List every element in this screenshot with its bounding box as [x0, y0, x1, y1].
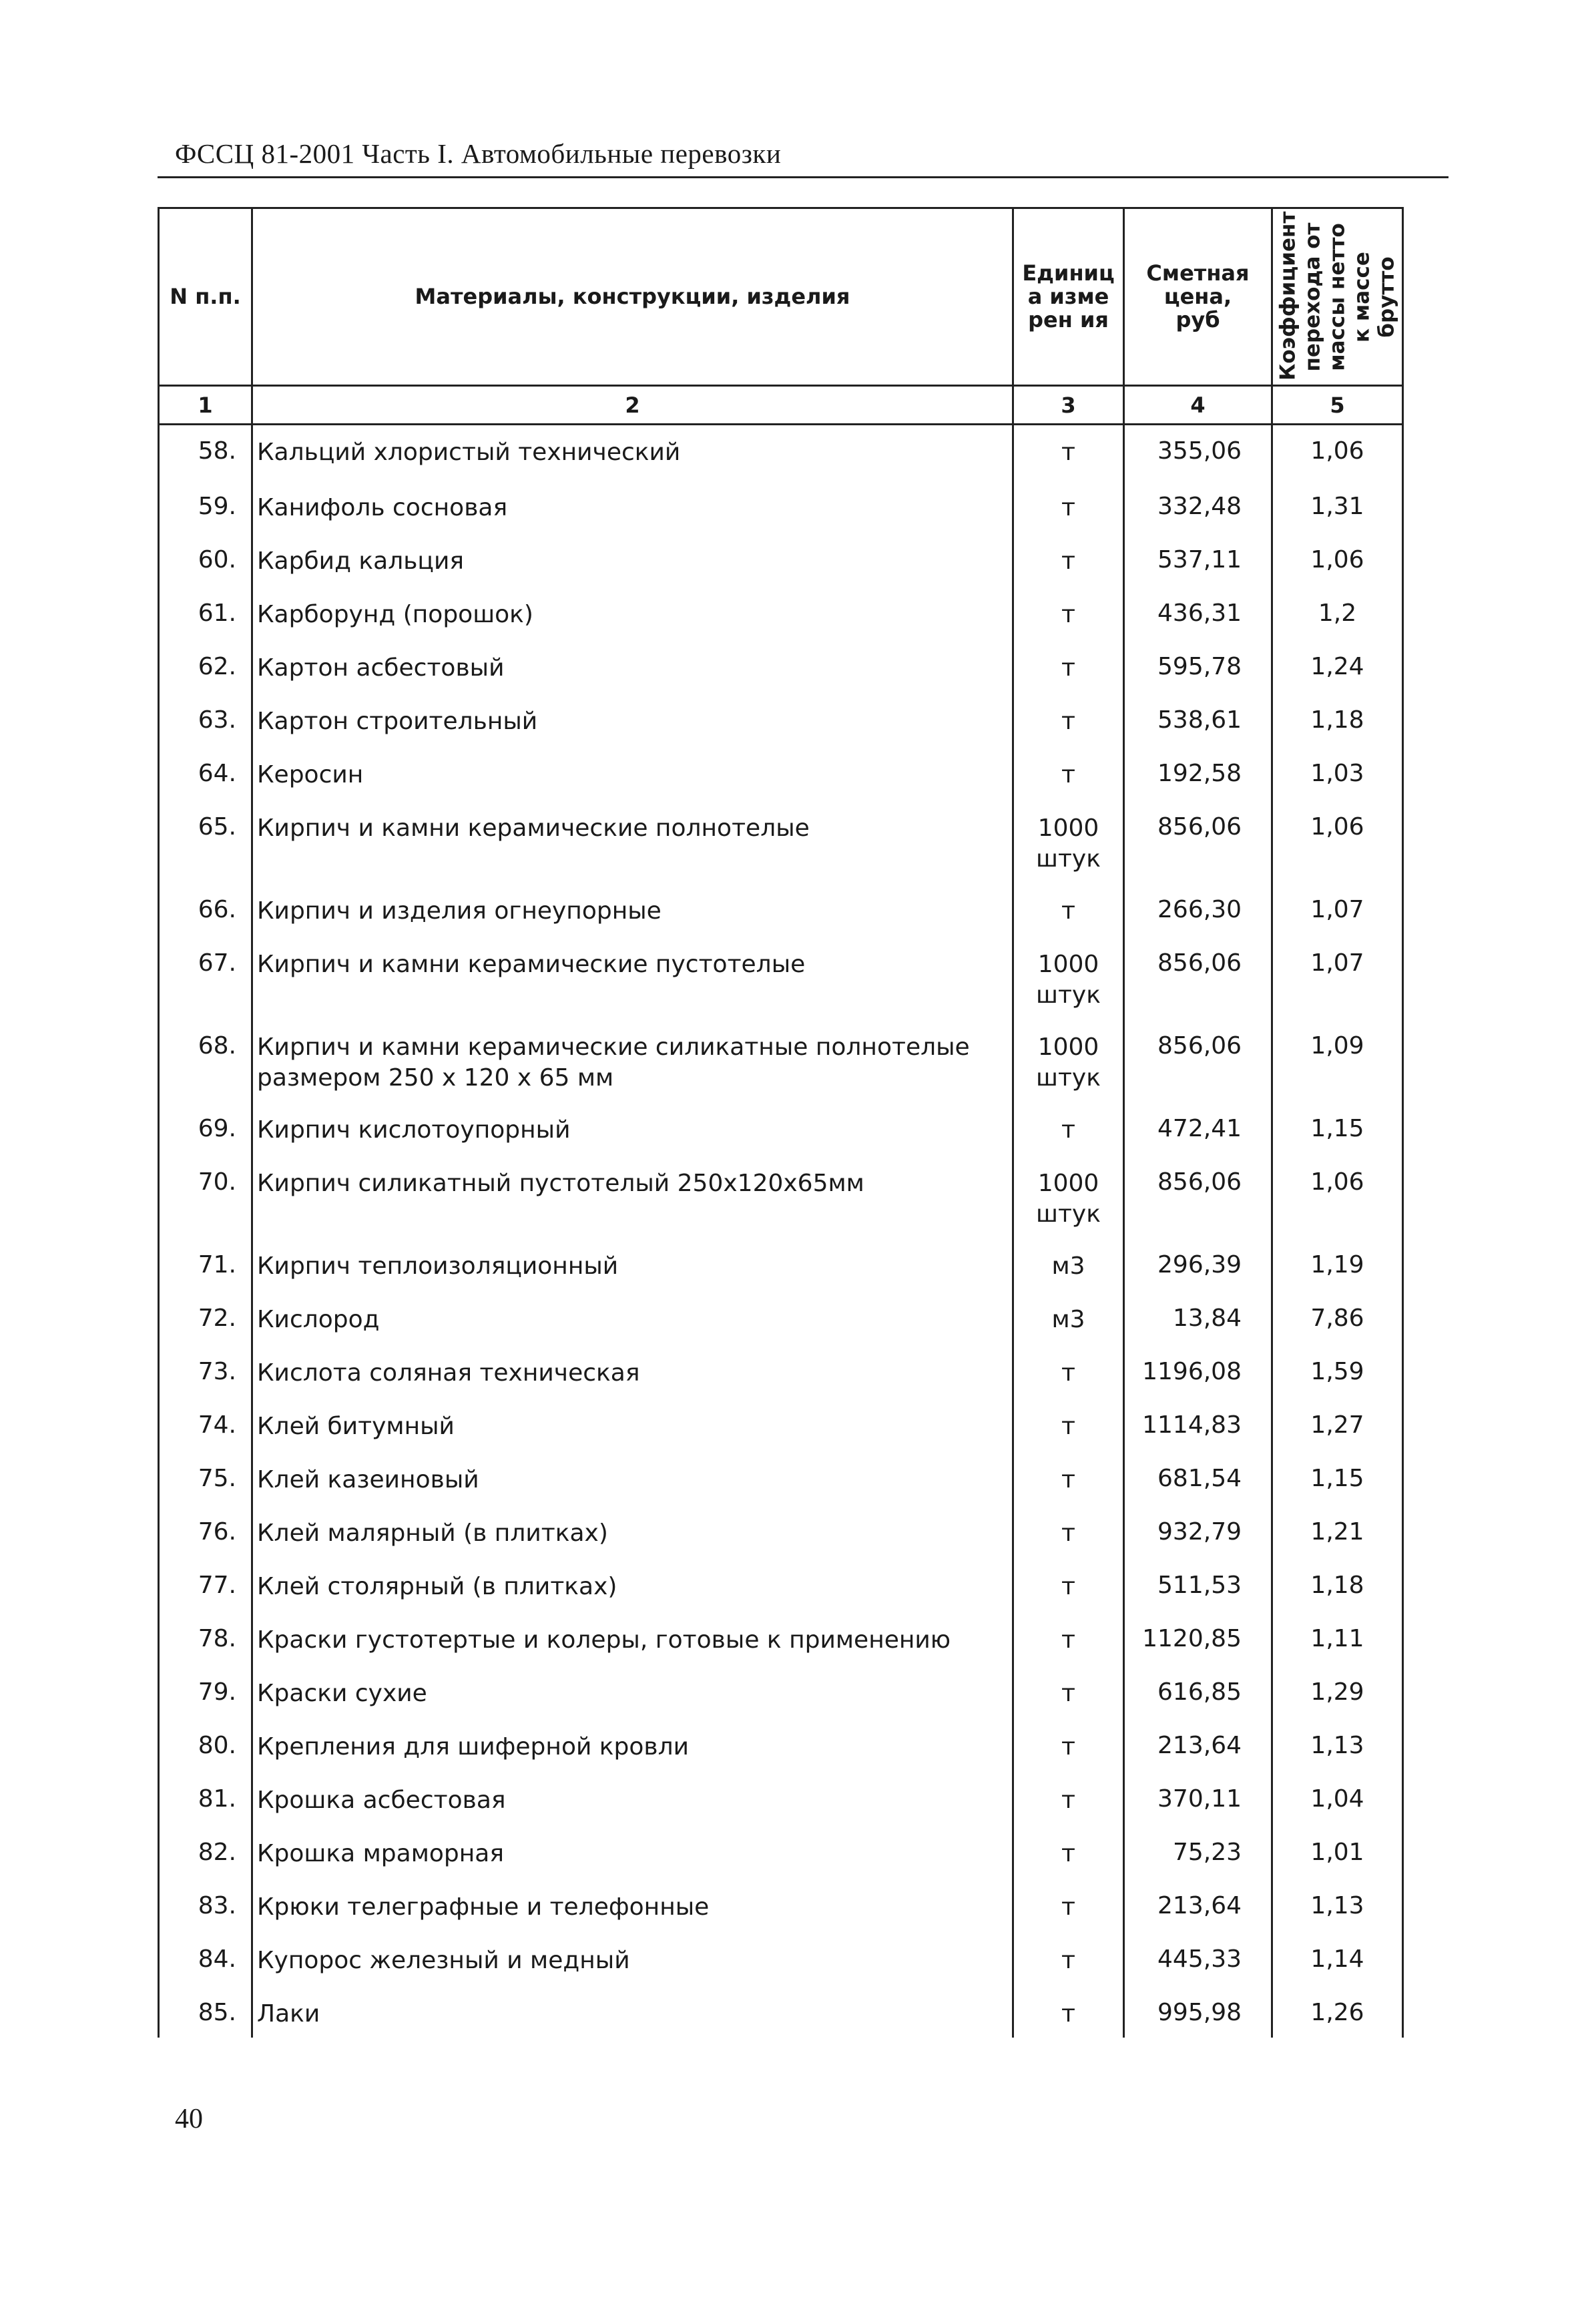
row-coefficient: 1,31 — [1272, 478, 1403, 531]
column-number: 1 — [159, 386, 252, 425]
table-row — [159, 585, 1403, 638]
row-unit: т — [1013, 1984, 1124, 2038]
row-unit: т — [1013, 638, 1124, 692]
row-number: 71. — [159, 1236, 252, 1290]
row-material-name: Крошка асбестовая — [252, 1771, 1013, 1824]
row-number: 84. — [159, 1931, 252, 1984]
row-unit: т — [1013, 585, 1124, 638]
row-price: 595,78 — [1124, 638, 1272, 692]
row-price: 192,58 — [1124, 745, 1272, 798]
row-number: 61. — [159, 585, 252, 638]
row-number: 59. — [159, 478, 252, 531]
table-row — [159, 1450, 1403, 1503]
row-coefficient: 1,15 — [1272, 1100, 1403, 1154]
row-coefficient: 1,19 — [1272, 1236, 1403, 1290]
row-coefficient: 1,26 — [1272, 1984, 1403, 2038]
row-number: 70. — [159, 1154, 252, 1236]
row-price: 616,85 — [1124, 1664, 1272, 1717]
row-unit: т — [1013, 1557, 1124, 1610]
row-number: 73. — [159, 1343, 252, 1397]
row-material-name: Канифоль сосновая — [252, 478, 1013, 531]
row-unit: 1000 штук — [1013, 798, 1124, 881]
row-number: 85. — [159, 1984, 252, 2038]
row-number: 77. — [159, 1557, 252, 1610]
row-coefficient: 1,07 — [1272, 881, 1403, 935]
row-unit: т — [1013, 1610, 1124, 1664]
row-coefficient: 1,06 — [1272, 425, 1403, 478]
row-coefficient: 1,09 — [1272, 1017, 1403, 1100]
row-material-name: Краски сухие — [252, 1664, 1013, 1717]
row-material-name: Крепления для шиферной кровли — [252, 1717, 1013, 1771]
table-row — [159, 1503, 1403, 1557]
row-material-name: Карбид кальция — [252, 531, 1013, 585]
row-price: 856,06 — [1124, 1154, 1272, 1236]
row-number: 74. — [159, 1397, 252, 1450]
header-coef — [1272, 208, 1403, 386]
row-material-name: Кирпич и камни керамические полнотелые — [252, 798, 1013, 881]
table-row — [159, 1343, 1403, 1397]
table-row — [159, 478, 1403, 531]
row-coefficient: 1,59 — [1272, 1343, 1403, 1397]
row-coefficient: 1,13 — [1272, 1717, 1403, 1771]
header-name: Материалы, конструкции, изделия — [252, 208, 1013, 386]
row-material-name: Клей казеиновый — [252, 1450, 1013, 1503]
row-number: 58. — [159, 425, 252, 478]
header-price-label: Сметная цена, руб — [1146, 260, 1250, 332]
table-row — [159, 1154, 1403, 1236]
row-material-name: Крошка мраморная — [252, 1824, 1013, 1877]
row-unit: т — [1013, 1931, 1124, 1984]
row-price: 472,41 — [1124, 1100, 1272, 1154]
row-coefficient: 1,24 — [1272, 638, 1403, 692]
row-number: 79. — [159, 1664, 252, 1717]
header-row — [159, 208, 1403, 386]
row-price: 213,64 — [1124, 1877, 1272, 1931]
row-material-name: Лаки — [252, 1984, 1013, 2038]
row-number: 69. — [159, 1100, 252, 1154]
row-price: 370,11 — [1124, 1771, 1272, 1824]
row-unit: м3 — [1013, 1290, 1124, 1343]
row-price: 995,98 — [1124, 1984, 1272, 2038]
running-header: ФССЦ 81-2001 Часть I. Автомобильные перевозки — [175, 138, 782, 169]
row-number: 72. — [159, 1290, 252, 1343]
row-unit: т — [1013, 1717, 1124, 1771]
row-material-name: Краски густотертые и колеры, готовые к применению — [252, 1610, 1013, 1664]
header-rule — [158, 176, 1448, 178]
row-material-name: Крюки телеграфные и телефонные — [252, 1877, 1013, 1931]
row-number: 66. — [159, 881, 252, 935]
row-price: 1196,08 — [1124, 1343, 1272, 1397]
row-coefficient: 1,03 — [1272, 745, 1403, 798]
row-unit: т — [1013, 531, 1124, 585]
row-coefficient: 1,06 — [1272, 798, 1403, 881]
row-number: 63. — [159, 692, 252, 745]
table-row — [159, 1017, 1403, 1100]
column-number: 2 — [252, 386, 1013, 425]
row-price: 75,23 — [1124, 1824, 1272, 1877]
column-number: 3 — [1013, 386, 1124, 425]
row-material-name: Кирпич и камни керамические силикатные полнотелые размером 250 х 120 х 65 мм — [252, 1017, 1013, 1100]
row-coefficient: 1,11 — [1272, 1610, 1403, 1664]
row-coefficient: 1,18 — [1272, 1557, 1403, 1610]
table-row — [159, 425, 1403, 478]
row-material-name: Кислород — [252, 1290, 1013, 1343]
row-number: 76. — [159, 1503, 252, 1557]
row-material-name: Клей битумный — [252, 1397, 1013, 1450]
row-unit: 1000 штук — [1013, 935, 1124, 1017]
row-number: 62. — [159, 638, 252, 692]
row-material-name: Купорос железный и медный — [252, 1931, 1013, 1984]
row-price: 1114,83 — [1124, 1397, 1272, 1450]
row-price: 538,61 — [1124, 692, 1272, 745]
column-number: 4 — [1124, 386, 1272, 425]
row-unit: 1000 штук — [1013, 1154, 1124, 1236]
column-number-row — [159, 386, 1403, 425]
row-price: 355,06 — [1124, 425, 1272, 478]
row-coefficient: 1,29 — [1272, 1664, 1403, 1717]
table-row — [159, 531, 1403, 585]
table-row — [159, 1100, 1403, 1154]
row-unit: т — [1013, 1397, 1124, 1450]
row-unit: т — [1013, 1100, 1124, 1154]
row-coefficient: 1,15 — [1272, 1450, 1403, 1503]
row-coefficient: 1,21 — [1272, 1503, 1403, 1557]
row-material-name: Клей столярный (в плитках) — [252, 1557, 1013, 1610]
row-price: 13,84 — [1124, 1290, 1272, 1343]
row-material-name: Керосин — [252, 745, 1013, 798]
row-coefficient: 1,18 — [1272, 692, 1403, 745]
row-coefficient: 1,06 — [1272, 531, 1403, 585]
table-row — [159, 745, 1403, 798]
row-price: 856,06 — [1124, 1017, 1272, 1100]
table-row — [159, 638, 1403, 692]
row-unit: т — [1013, 881, 1124, 935]
row-unit: т — [1013, 1664, 1124, 1717]
row-unit: т — [1013, 1771, 1124, 1824]
table-row — [159, 798, 1403, 881]
table-row — [159, 1236, 1403, 1290]
row-unit: т — [1013, 478, 1124, 531]
row-price: 213,64 — [1124, 1717, 1272, 1771]
row-material-name: Клей малярный (в плитках) — [252, 1503, 1013, 1557]
row-unit: т — [1013, 425, 1124, 478]
row-material-name: Кирпич и камни керамические пустотелые — [252, 935, 1013, 1017]
row-coefficient: 1,27 — [1272, 1397, 1403, 1450]
table-row — [159, 1290, 1403, 1343]
header-price — [1124, 208, 1272, 386]
row-number: 81. — [159, 1771, 252, 1824]
table-row — [159, 1557, 1403, 1610]
row-price: 332,48 — [1124, 478, 1272, 531]
row-unit: т — [1013, 1450, 1124, 1503]
table-row — [159, 1984, 1403, 2038]
row-price: 1120,85 — [1124, 1610, 1272, 1664]
table-row — [159, 1610, 1403, 1664]
row-material-name: Кирпич силикатный пустотелый 250х120х65мм — [252, 1154, 1013, 1236]
row-material-name: Картон строительный — [252, 692, 1013, 745]
row-number: 68. — [159, 1017, 252, 1100]
row-price: 296,39 — [1124, 1236, 1272, 1290]
row-number: 80. — [159, 1717, 252, 1771]
row-price: 511,53 — [1124, 1557, 1272, 1610]
table-row — [159, 881, 1403, 935]
row-material-name: Карборунд (порошок) — [252, 585, 1013, 638]
row-unit: т — [1013, 1343, 1124, 1397]
row-coefficient: 1,07 — [1272, 935, 1403, 1017]
row-unit: т — [1013, 1503, 1124, 1557]
row-coefficient: 1,06 — [1272, 1154, 1403, 1236]
row-coefficient: 1,2 — [1272, 585, 1403, 638]
row-material-name: Кислота соляная техническая — [252, 1343, 1013, 1397]
row-coefficient: 1,04 — [1272, 1771, 1403, 1824]
row-coefficient: 1,01 — [1272, 1824, 1403, 1877]
row-unit: т — [1013, 692, 1124, 745]
row-price: 681,54 — [1124, 1450, 1272, 1503]
row-number: 75. — [159, 1450, 252, 1503]
row-number: 83. — [159, 1877, 252, 1931]
row-coefficient: 7,86 — [1272, 1290, 1403, 1343]
row-price: 436,31 — [1124, 585, 1272, 638]
row-material-name: Кальций хлористый технический — [252, 425, 1013, 478]
row-number: 82. — [159, 1824, 252, 1877]
row-unit: т — [1013, 1877, 1124, 1931]
header-unit-label: Единица измерен ия — [1022, 260, 1115, 332]
row-coefficient: 1,14 — [1272, 1931, 1403, 1984]
row-unit: т — [1013, 1824, 1124, 1877]
row-unit: 1000 штук — [1013, 1017, 1124, 1100]
row-number: 65. — [159, 798, 252, 881]
row-number: 64. — [159, 745, 252, 798]
row-unit: т — [1013, 745, 1124, 798]
table-row — [159, 1824, 1403, 1877]
table-row — [159, 1664, 1403, 1717]
header-coef-label: Коэффициент перехода от массы нетто к массе брутто — [1276, 211, 1398, 381]
table-row — [159, 935, 1403, 1017]
table-row — [159, 1877, 1403, 1931]
row-material-name: Кирпич теплоизоляционный — [252, 1236, 1013, 1290]
row-material-name: Картон асбестовый — [252, 638, 1013, 692]
row-price: 266,30 — [1124, 881, 1272, 935]
table-row — [159, 1717, 1403, 1771]
row-material-name: Кирпич кислотоупорный — [252, 1100, 1013, 1154]
row-price: 932,79 — [1124, 1503, 1272, 1557]
row-price: 445,33 — [1124, 1931, 1272, 1984]
row-coefficient: 1,13 — [1272, 1877, 1403, 1931]
table-body — [159, 425, 1403, 2038]
header-num: N п.п. — [159, 208, 252, 386]
row-number: 78. — [159, 1610, 252, 1664]
row-unit: м3 — [1013, 1236, 1124, 1290]
row-material-name: Кирпич и изделия огнеупорные — [252, 881, 1013, 935]
row-number: 60. — [159, 531, 252, 585]
row-number: 67. — [159, 935, 252, 1017]
row-price: 856,06 — [1124, 935, 1272, 1017]
materials-table — [158, 207, 1404, 2038]
table-row — [159, 692, 1403, 745]
row-price: 537,11 — [1124, 531, 1272, 585]
row-price: 856,06 — [1124, 798, 1272, 881]
page-number: 40 — [175, 2104, 203, 2134]
table-row — [159, 1931, 1403, 1984]
header-unit — [1013, 208, 1124, 386]
table-row — [159, 1397, 1403, 1450]
table-row — [159, 1771, 1403, 1824]
column-number: 5 — [1272, 386, 1403, 425]
